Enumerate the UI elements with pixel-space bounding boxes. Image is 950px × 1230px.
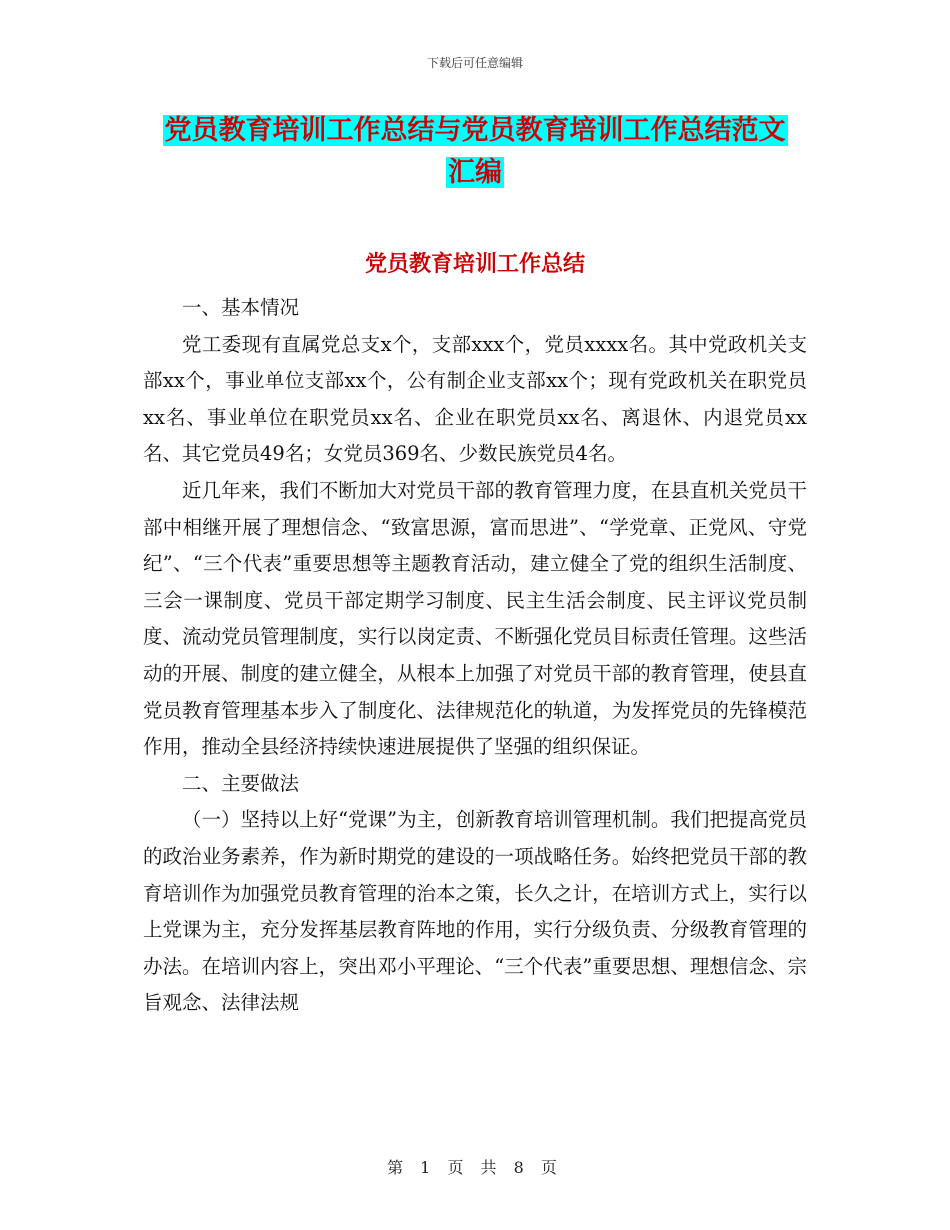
document-body [143,290,807,1022]
main-title-line1: 党员教育培训工作总结与党员教育培训工作总结范文 [164,115,786,146]
document-sub-title: 党员教育培训工作总结 [364,251,585,277]
document-main-title [140,110,810,194]
main-title-line2: 汇编 [448,157,502,188]
section-heading-basic: 一、基本情况 [182,296,300,319]
paragraph: （一）坚持以上好“党课”为主，创新教育培训管理机制。我们把提高党员的政治业务素养，作为新时期党的建设的一项战略任务。始终把党员干部的教育培训作为加强党员教育管理的治本之策，长久之计，在培训方式上，实行以上党课为主，充分发挥基层教育阵地的作用，实行分级负责、分级教育管理的办法。在培训内容上，突出邓小平理论、“三个代表”重要思想、理想信念、宗旨观念、法律法规 [143,808,807,1015]
section-heading-methods: 二、主要做法 [182,771,300,795]
paragraph: 近几年来，我们不断加大对党员干部的教育管理力度，在县直机关党员干部中相继开展了理想信念、“致富思源，富而思进”、“学党章、正党风、守党纪”、“三个代表”重要思想等主题教育活动，建立健全了党的组织生活制度、三会一课制度、党员干部定期学习制度、民主生活会制度、民主评议党员制度、流动党员管理制度，实行以岗定责、不断强化党员目标责任管理。这些活动的开展、制度的建立健全，从根本上加强了对党员干部的教育管理，使县直党员教育管理基本步入了制度化、法律规范化的轨道，为发挥党员的先锋模范作用，推动全县经济持续快速进展提供了坚强的组织保证。 [143,478,807,759]
page-number-footer: 第 1 页 共 8 页 [387,1158,563,1177]
header-note: 下载后可任意编辑 [426,56,523,70]
paragraph: 党工委现有直属党总支x个，支部xxx个，党员xxxx名。其中党政机关支部xx个，事业单位支部xx个，公有制企业支部xx个；现有党政机关在职党员xx名、事业单位在职党员xx名、企业在职党员xx名、离退休、内退党员xx名、其它党员49名；女党员369名、少数民族党员4名。 [143,332,807,466]
